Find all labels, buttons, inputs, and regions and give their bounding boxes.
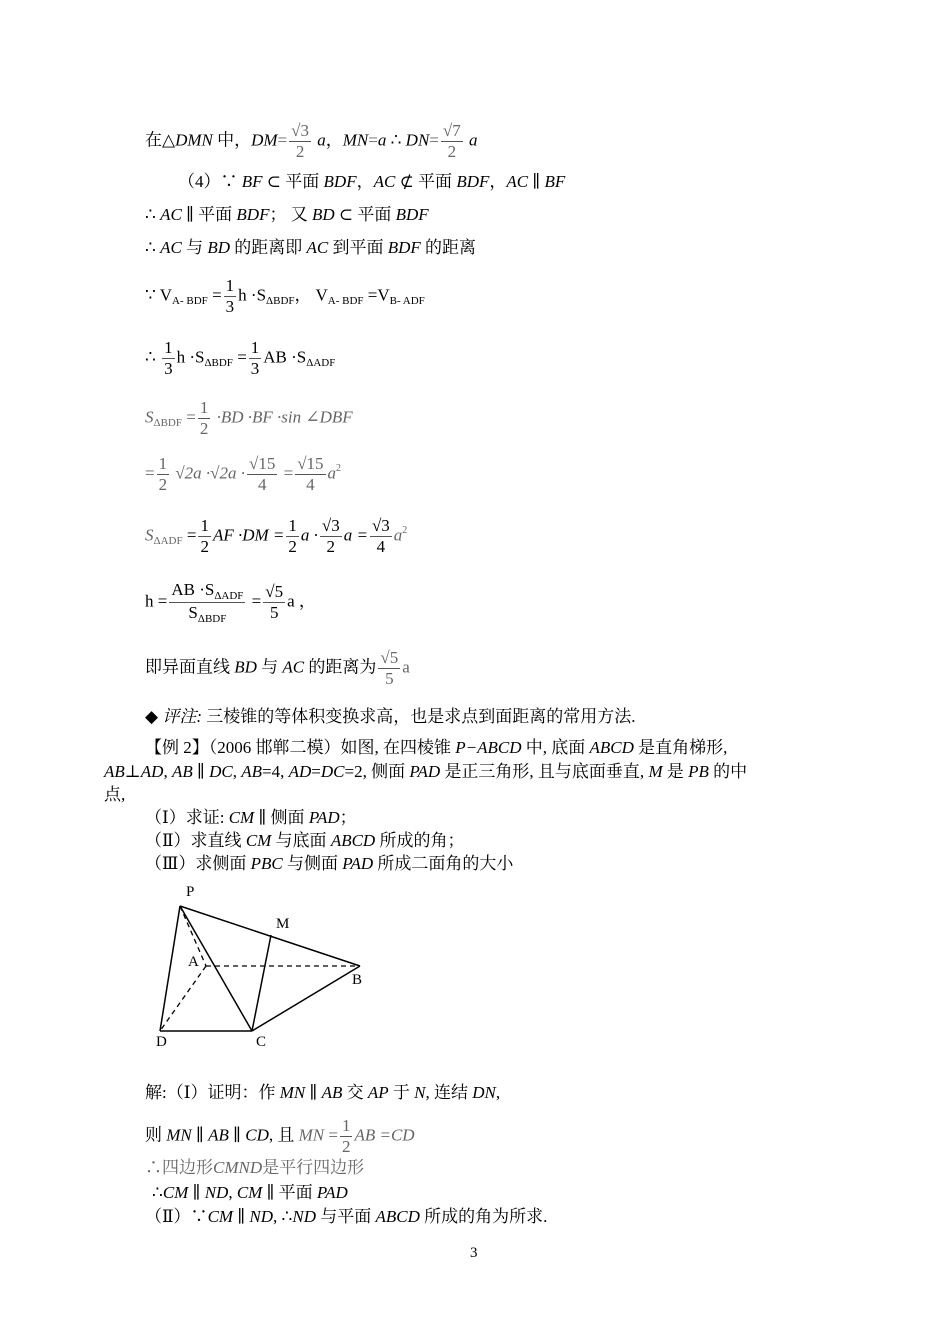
line-distance	[145, 238, 476, 258]
denominator: 4	[257, 475, 267, 494]
text: 的距离即	[229, 238, 307, 257]
fraction	[370, 516, 392, 557]
line-s-bdf-value	[145, 454, 341, 495]
text: BDF	[323, 172, 357, 191]
text: 是正三角形, 且与底面垂直,	[440, 762, 649, 781]
vertex-label-b: B	[352, 972, 363, 988]
text: ∴	[145, 347, 161, 367]
text: 中，	[212, 130, 252, 150]
numerator: 1	[199, 398, 209, 417]
text: ， V	[294, 285, 328, 305]
text: ，	[356, 172, 374, 191]
text: ABCD	[375, 1207, 420, 1226]
line-s-bdf	[145, 398, 353, 439]
text: , 连结	[425, 1083, 473, 1102]
text: =2, 侧面	[344, 762, 410, 781]
text: AC	[373, 172, 396, 191]
text: 与	[256, 657, 283, 677]
text: S	[145, 407, 154, 427]
text: MN	[298, 1125, 325, 1145]
text: a	[464, 130, 478, 150]
text: h ·S	[176, 347, 205, 367]
vertex-label-m: M	[276, 916, 290, 932]
subscript: ΔBDF	[204, 357, 233, 370]
subscript: ΔBDF	[153, 417, 182, 430]
text: P−ABCD	[455, 738, 522, 757]
text: 评注:	[162, 707, 202, 726]
denominator: 2	[326, 537, 336, 556]
numerator: 1	[225, 276, 235, 295]
text: AB ·S	[171, 580, 215, 599]
text: a	[313, 130, 326, 150]
text: 是直角梯形,	[633, 738, 728, 757]
line-example-2-cont	[104, 762, 747, 782]
fraction	[198, 398, 211, 439]
text: 与底面	[271, 831, 331, 850]
line-question-2	[145, 831, 464, 851]
text: 在△	[145, 130, 176, 150]
superscript: 2	[336, 463, 342, 475]
text: 于	[388, 1083, 415, 1102]
text: CM	[228, 808, 255, 827]
text: BD	[207, 238, 230, 257]
text: PB	[688, 762, 709, 781]
text: ,	[495, 1083, 501, 1102]
text: MN	[342, 130, 369, 150]
denominator: 3	[250, 359, 260, 378]
text: ABCD	[589, 738, 634, 757]
fraction	[247, 454, 277, 495]
text: AB ·S	[263, 347, 307, 367]
text: 点,	[104, 785, 126, 804]
text: a =	[343, 525, 368, 545]
fraction	[198, 516, 211, 557]
line-solution-part-2	[145, 1207, 547, 1227]
line-question-3	[145, 854, 513, 874]
text: a	[377, 130, 387, 150]
text: ⊥	[124, 762, 141, 781]
text: DN	[405, 130, 430, 150]
numerator: √15	[297, 454, 324, 473]
line-distance-result	[145, 648, 410, 689]
text: （Ⅰ）求证:	[145, 808, 229, 827]
text: =4,	[262, 762, 289, 781]
text: 是平行四边形	[262, 1158, 365, 1177]
text: ；	[339, 808, 357, 827]
text: CM	[236, 1183, 263, 1202]
text: BD	[234, 657, 257, 677]
fraction	[169, 580, 245, 625]
numerator: 1	[200, 516, 209, 535]
text: S	[188, 603, 198, 622]
line-example-2-end	[104, 785, 125, 805]
text: ∥	[528, 172, 545, 191]
text: 到平面	[328, 238, 388, 257]
denominator: 5	[385, 669, 394, 688]
subscript: ΔADF	[153, 535, 183, 548]
text: ，	[489, 172, 507, 191]
fraction	[249, 338, 262, 379]
text: ABCD	[330, 831, 376, 850]
text: PAD	[409, 762, 441, 781]
fraction	[263, 582, 285, 623]
pyramid-figure	[140, 878, 390, 1053]
fraction	[320, 516, 342, 557]
subscript: ΔADF	[214, 590, 244, 602]
text: =CD	[375, 1125, 415, 1145]
text: S	[145, 525, 154, 545]
edge-pd	[160, 906, 180, 1031]
fraction	[162, 338, 175, 379]
text: AB	[208, 1125, 229, 1145]
text: AC	[506, 172, 529, 191]
text: AB	[171, 762, 193, 781]
line-solution-2	[145, 1116, 415, 1157]
numerator: √3	[321, 516, 340, 535]
text: AB	[104, 762, 125, 781]
line-h-value	[145, 580, 316, 625]
text: =	[368, 130, 378, 150]
edge-cb	[252, 966, 363, 1031]
denominator: 2	[199, 419, 209, 438]
text: ； 又	[269, 205, 312, 224]
numerator: √5	[380, 648, 399, 667]
denominator: 2	[288, 537, 297, 556]
text: ⊂ 平面	[262, 172, 324, 191]
text: AB	[354, 1125, 376, 1145]
denominator: 4	[376, 537, 386, 556]
text: ∥ 侧面	[254, 808, 309, 827]
page-number: 3	[470, 1245, 478, 1261]
text: CM	[207, 1207, 234, 1226]
text: 交	[342, 1083, 368, 1102]
text: ◆	[145, 707, 163, 726]
text: =V	[363, 285, 390, 305]
line-triangle-dmn	[145, 121, 477, 162]
numerator	[169, 580, 245, 603]
text: AC	[282, 657, 305, 677]
denominator: 2	[447, 142, 457, 161]
superscript: 2	[402, 525, 408, 537]
text: AC	[160, 238, 182, 257]
text: AD	[288, 762, 312, 781]
edge-ad-hidden	[160, 966, 206, 1031]
fraction	[286, 516, 299, 557]
text: 的距离为	[304, 657, 377, 677]
text: MN	[279, 1083, 306, 1102]
text: ∥ 平面	[262, 1183, 317, 1202]
text: 是	[662, 762, 689, 781]
line-example-2	[145, 738, 727, 758]
numerator: √7	[442, 121, 461, 140]
text: √2a ·√2a ·	[171, 463, 246, 483]
subscript: A- BDF	[327, 295, 364, 308]
text: 【例 2】（2006 邯郸二模）如图, 在四棱锥	[145, 738, 456, 757]
line-cm-parallel	[152, 1183, 348, 1203]
text: 所成的角；	[375, 831, 465, 850]
text: （Ⅱ）∵	[145, 1207, 208, 1226]
edge-pb	[180, 906, 360, 966]
text: h =	[145, 591, 168, 611]
text: ∴	[145, 238, 161, 257]
denominator: 5	[269, 603, 279, 622]
denominator: 2	[341, 1137, 351, 1156]
text: 解:（Ⅰ）证明：作	[145, 1083, 280, 1102]
text: a	[327, 463, 337, 483]
text: , ∴	[273, 1207, 293, 1226]
fraction	[224, 276, 237, 317]
text: 与侧面	[282, 854, 343, 873]
text: ∴四边形	[145, 1158, 213, 1177]
line-therefore-volume	[145, 338, 335, 379]
numerator: 1	[158, 454, 168, 473]
subscript: ΔBDF	[266, 295, 295, 308]
subscript: ΔADF	[306, 357, 336, 370]
line-solution-1	[145, 1083, 500, 1103]
text: =	[145, 463, 155, 483]
text: =	[232, 347, 247, 367]
numerator: 1	[288, 516, 297, 535]
text: ∴	[386, 130, 406, 150]
text: =	[181, 407, 196, 427]
text: ND	[204, 1183, 229, 1202]
text: ∥ 平面	[181, 205, 237, 224]
text: BF	[241, 172, 263, 191]
fraction	[289, 121, 311, 162]
text: AC	[160, 205, 182, 224]
denominator	[169, 603, 245, 625]
text: , 且	[268, 1125, 299, 1145]
text: =	[429, 130, 439, 150]
text: a ，	[287, 591, 316, 611]
text: 三棱锥的等体积变换求高，也是求点到面距离的常用方法.	[202, 707, 636, 726]
text: BDF	[395, 205, 429, 224]
text: ∴	[145, 205, 161, 224]
text: ∥	[228, 1125, 246, 1145]
text: PAD	[316, 1183, 348, 1202]
denominator: 2	[200, 537, 209, 556]
numerator: √3	[291, 121, 309, 140]
denominator: 2	[158, 475, 168, 494]
text: ·BD ·BF ·sin ∠DBF	[212, 407, 353, 427]
text: BD	[311, 205, 335, 224]
text: ，	[325, 130, 343, 150]
fraction	[157, 454, 170, 495]
denominator: 2	[295, 142, 305, 161]
text: ,	[163, 762, 172, 781]
text: a	[393, 525, 403, 545]
denominator: 4	[306, 475, 315, 494]
text: DN	[472, 1083, 496, 1102]
text: BDF	[236, 205, 270, 224]
text: ⊄ 平面	[395, 172, 457, 191]
text: MN	[166, 1125, 192, 1145]
numerator: √15	[249, 454, 276, 473]
text: BDF	[456, 172, 490, 191]
subscript: B- ADF	[389, 295, 425, 308]
text: h ·S	[238, 285, 267, 305]
text: ,	[228, 1183, 237, 1202]
text: =	[247, 591, 262, 611]
numerator: √5	[265, 582, 284, 601]
text: （Ⅱ）求直线	[145, 831, 246, 850]
text: a	[402, 657, 410, 677]
vertex-label-c: C	[256, 1034, 267, 1050]
text: ND	[292, 1207, 316, 1226]
text: AC	[306, 238, 329, 257]
text: CM	[245, 831, 272, 850]
text: ⊂ 平面	[334, 205, 396, 224]
denominator: 3	[164, 359, 173, 378]
fraction	[295, 454, 325, 495]
text: ∥	[191, 1125, 209, 1145]
text: ∥	[188, 1183, 205, 1202]
text: a ·	[300, 525, 318, 545]
text: 即异面直线	[145, 657, 235, 677]
text: =	[277, 130, 288, 150]
text: AP	[367, 1083, 389, 1102]
text: 的中	[708, 762, 748, 781]
text: CM	[162, 1183, 189, 1202]
numerator: 1	[341, 1116, 351, 1135]
text: N	[414, 1083, 426, 1102]
text: AF ·DM =	[212, 525, 285, 545]
fraction	[340, 1116, 353, 1157]
text: CMND	[213, 1158, 263, 1177]
vertex-label-d: D	[156, 1034, 167, 1050]
text: 与平面	[316, 1207, 376, 1226]
text: PAD	[308, 808, 340, 827]
text: ∴	[152, 1183, 163, 1202]
numerator: 1	[250, 338, 260, 357]
line-parallelogram	[145, 1158, 364, 1178]
text: =	[311, 762, 321, 781]
text: ∥	[192, 762, 210, 781]
subscript: A- BDF	[172, 295, 208, 308]
text: AD	[140, 762, 164, 781]
text: 所成的角为所求.	[419, 1207, 548, 1226]
text: M	[648, 762, 663, 781]
text: 则	[145, 1125, 167, 1145]
text: =	[324, 1125, 338, 1145]
text: AB	[321, 1083, 343, 1102]
numerator: √3	[371, 516, 390, 535]
text: =	[279, 463, 294, 483]
segment-cm	[252, 935, 271, 1031]
fraction	[378, 648, 400, 689]
line-comment	[145, 707, 636, 727]
line-s-adf	[145, 516, 407, 557]
text: （4）∵	[178, 172, 242, 191]
vertex-label-a: A	[188, 954, 199, 970]
text: DMN	[175, 130, 213, 150]
subscript: ΔBDF	[197, 613, 227, 625]
line-4	[178, 172, 565, 192]
line-volume	[145, 276, 425, 317]
text: ∵ V	[145, 285, 173, 305]
text: =	[207, 285, 222, 305]
fraction	[441, 121, 463, 162]
text: BF	[544, 172, 566, 191]
text: DC	[209, 762, 233, 781]
text: CD	[245, 1125, 269, 1145]
text: PBC	[250, 854, 283, 873]
text: ND	[249, 1207, 274, 1226]
text: 与	[181, 238, 208, 257]
vertex-label-p: P	[186, 884, 195, 900]
text: 中, 底面	[521, 738, 590, 757]
text: 的距离	[420, 238, 477, 257]
numerator: 1	[164, 338, 173, 357]
text: PAD	[342, 854, 374, 873]
text: DM	[251, 130, 278, 150]
text: ,	[232, 762, 242, 781]
text: BDF	[387, 238, 421, 257]
text: =	[182, 525, 197, 545]
text: ∥	[305, 1083, 322, 1102]
text: （Ⅲ）求侧面	[145, 854, 251, 873]
text: DC	[320, 762, 345, 781]
denominator: 3	[225, 297, 235, 316]
text: AB	[241, 762, 262, 781]
line-question-1	[145, 808, 357, 828]
text: 所成二面角的大小	[373, 854, 514, 873]
line-ac-parallel	[145, 205, 429, 225]
text: ∥	[233, 1207, 250, 1226]
